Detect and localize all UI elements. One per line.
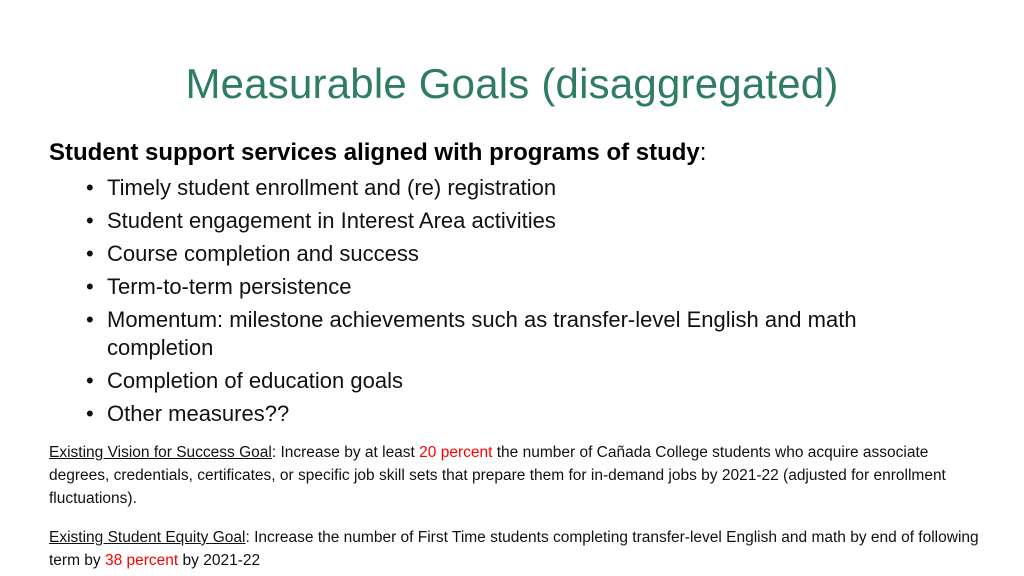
equity-goal-label: Existing Student Equity Goal — [49, 529, 246, 546]
bullet-text: Momentum: milestone achievements such as transfer-level English and math completion — [107, 307, 857, 360]
vision-goal-text-post: the number of Cañada College students who acquire associate degrees, credentials, certificates, or specific job skill sets that prepare them for in-demand jobs by 2021-22 (adjusted for enrollment fluctuations). — [49, 444, 946, 507]
equity-goal-text-post: by 2021-22 — [178, 552, 261, 569]
bullet-item — [86, 400, 966, 428]
vision-goal-highlight: 20 percent — [419, 444, 493, 461]
equity-goal-text-pre: : Increase the number of First Time students completing transfer-level English and math by end of following term by — [49, 529, 979, 569]
bullet-item — [86, 367, 966, 395]
bullet-marker: • — [86, 400, 94, 426]
bullet-text: Student engagement in Interest Area activities — [107, 208, 556, 233]
bullet-item — [86, 174, 966, 202]
bullet-list — [86, 174, 966, 433]
bullet-text: Term-to-term persistence — [107, 274, 352, 299]
equity-goal-highlight: 38 percent — [104, 552, 179, 569]
bullet-marker: • — [86, 208, 94, 233]
bullet-marker: • — [86, 175, 94, 200]
bullet-marker: • — [86, 241, 94, 266]
bullet-item — [86, 273, 966, 301]
bullet-item — [86, 240, 966, 268]
section-heading-text: Student support services aligned with programs of study — [49, 139, 700, 166]
slide-title: Measurable Goals (disaggregated) — [185, 60, 839, 107]
vision-goal-paragraph — [49, 441, 979, 510]
bullet-text: Course completion and success — [107, 241, 419, 266]
bullet-text: Completion of education goals — [107, 367, 403, 393]
section-heading — [49, 138, 706, 168]
bullet-marker: • — [86, 367, 94, 393]
bullet-text: Timely student enrollment and (re) registration — [107, 175, 557, 200]
vision-goal-label: Existing Vision for Success Goal — [49, 444, 272, 461]
equity-goal-paragraph — [49, 526, 979, 572]
bullet-text: Other measures?? — [107, 400, 290, 426]
bullet-marker: • — [86, 307, 94, 332]
section-heading-colon: : — [699, 139, 707, 166]
bullet-item — [86, 306, 966, 361]
bullet-marker: • — [86, 274, 94, 299]
vision-goal-text-pre: : Increase by at least — [271, 444, 420, 461]
bullet-item — [86, 207, 966, 235]
